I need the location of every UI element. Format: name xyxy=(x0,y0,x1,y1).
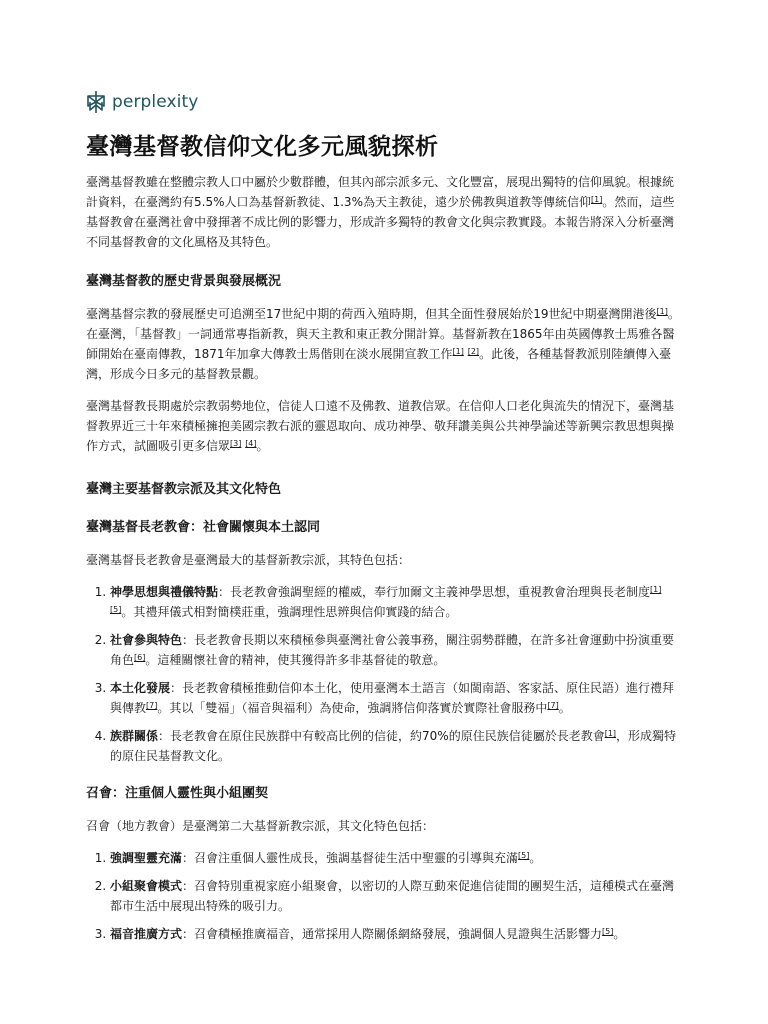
text-span: 臺灣基督宗教的發展歷史可追溯至17世紀中期的荷西入殖時期，但其全面性發展始於19世紀中期臺灣開港後 xyxy=(86,307,657,321)
text-span: 臺灣基督教長期處於宗教弱勢地位，信徒人口遠不及佛教、道教信眾。在信仰人口老化與流失的情況下，臺灣基督教界近三十年來積極擁抱美國宗教右派的靈恩取向、成功神學、敬拜讚美與公共神學論述等新興宗教思想與操作方式，試圖吸引更多信眾 xyxy=(86,399,675,453)
intro-text: 臺灣基督教雖在整體宗教人口中屬於少數群體，但其內部宗派多元、文化豐富，展現出獨特的信仰風貌。根據統計資料，在臺灣約有5.5%人口為基督新教徒、1.3%為天主教徒，遠少於佛教與道教等傳統信仰 xyxy=(86,175,675,209)
intro-paragraph xyxy=(86,172,682,252)
presbyterian-intro: 臺灣基督長老教會是臺灣最大的基督新教宗派，其特色包括： xyxy=(86,553,411,567)
item-tail: 。這種關懷社會的精神，使其獲得許多非基督徒的敬意。 xyxy=(145,653,446,667)
citation-link[interactable]: [5] xyxy=(602,927,614,936)
text-span: 。在臺灣，「基督教」一詞通常專指新教，與天主教和東正教分開計算。基督新教在1865年由英國傳教士馬雅各醫師開始在臺南傳教，1871年加拿大傳教士馬偕則在淡水展開宣教工作 xyxy=(86,307,680,361)
item-tail: ，形成獨特的原住民基督教文化。 xyxy=(110,729,677,763)
item-tail: 。其禮拜儀式相對簡樸莊重，強調理性思辨與信仰實踐的結合。 xyxy=(121,605,458,619)
history-paragraph-2 xyxy=(86,396,682,456)
text-span: 。 xyxy=(256,439,269,453)
citation-link[interactable]: [1] xyxy=(656,307,668,316)
subsection-heading-localchurch: 召會：注重個人靈性與小組團契 xyxy=(86,786,269,801)
item-label: 本土化發展 xyxy=(110,681,171,695)
citation-link[interactable]: [5] xyxy=(518,851,530,860)
citation-link[interactable]: [7] xyxy=(547,701,559,710)
item-label: 神學思想與禮儀特點 xyxy=(110,585,219,599)
list-item xyxy=(110,876,682,916)
perplexity-logo-icon xyxy=(86,90,106,114)
citation-link[interactable]: [6] xyxy=(134,653,146,662)
item-label: 福音推廣方式 xyxy=(110,927,183,941)
page-title: 臺灣基督教信仰文化多元風貌探析 xyxy=(86,134,439,160)
citation-link[interactable]: [2] xyxy=(467,347,480,356)
item-text: 。其以「雙福」（福音與福利）為使命，強調將信仰落實於實際社會服務中 xyxy=(157,701,548,715)
item-label: 族群關係 xyxy=(110,729,159,743)
brand-name: perplexity xyxy=(112,92,199,112)
item-text: ：召會積極推廣福音，通常採用人際關係網絡發展，強調個人見證與生活影響力 xyxy=(182,927,603,941)
list-item xyxy=(110,678,682,718)
item-tail: 。 xyxy=(613,927,626,941)
citation-link[interactable]: [1] xyxy=(604,729,617,738)
citation-link[interactable]: [3] xyxy=(230,439,242,448)
history-paragraph-1 xyxy=(86,304,682,384)
text-span: 。此後，各種基督教派別陸續傳入臺灣，形成今日多元的基督教景觀。 xyxy=(86,347,672,381)
list-item xyxy=(110,726,682,766)
item-label: 社會參與特色 xyxy=(110,633,183,647)
citation-link[interactable]: [4] xyxy=(245,439,257,448)
item-text: ：召會注重個人靈性成長，強調基督徒生活中聖靈的引導與充滿 xyxy=(182,851,519,865)
item-text: ：長老教會在原住民族群中有較高比例的信徒，約70%的原住民族信徒屬於長老教會 xyxy=(158,729,605,743)
item-text: ：召會特別重視家庭小組聚會，以密切的人際互動來促進信徒間的團契生活，這種模式在臺灣都市生活中展現出特殊的吸引力。 xyxy=(110,879,675,913)
citation-link[interactable]: [7] xyxy=(146,701,158,710)
localchurch-intro: 召會（地方教會）是臺灣第二大基督新教宗派，其文化特色包括： xyxy=(86,819,435,833)
citation-link[interactable]: [1] xyxy=(650,585,662,594)
list-item xyxy=(110,630,682,670)
item-tail: 。 xyxy=(529,851,542,865)
list-item xyxy=(110,924,682,944)
citation-link[interactable]: [5] xyxy=(110,605,122,614)
intro-text-tail: 。然而，這些基督教會在臺灣社會中發揮著不成比例的影響力，形成許多獨特的教會文化與宗教實踐。本報告將深入分析臺灣不同基督教會的文化風格及其特色。 xyxy=(86,195,675,249)
presbyterian-list xyxy=(86,582,682,766)
citation-link[interactable]: [1] xyxy=(452,347,464,356)
item-label: 小組聚會模式 xyxy=(110,879,183,893)
article-body xyxy=(86,172,682,956)
list-item xyxy=(110,582,682,622)
item-label: 強調聖靈充滿 xyxy=(110,851,183,865)
brand-logo[interactable] xyxy=(86,90,198,114)
item-text: ：長老教會長期以來積極參與臺灣社會公義事務，關注弱勢群體，在許多社會運動中扮演重要角色 xyxy=(110,633,675,667)
item-text: ：長老教會強調聖經的權威，奉行加爾文主義神學思想，重視教會治理與長老制度 xyxy=(218,585,651,599)
localchurch-list xyxy=(86,848,682,944)
citation-link[interactable]: [1] xyxy=(590,195,603,204)
subsection-heading-presbyterian: 臺灣基督長老教會：社會關懷與本土認同 xyxy=(86,520,321,535)
list-item xyxy=(110,848,682,868)
section-heading-denominations: 臺灣主要基督教宗派及其文化特色 xyxy=(86,482,282,497)
item-text: ：長老教會積極推動信仰本土化，使用臺灣本土語言（如閩南語、客家話、原住民語）進行禮拜與傳教 xyxy=(110,681,675,715)
item-tail: 。 xyxy=(558,701,571,715)
section-heading-history: 臺灣基督教的歷史背景與發展概況 xyxy=(86,274,282,289)
